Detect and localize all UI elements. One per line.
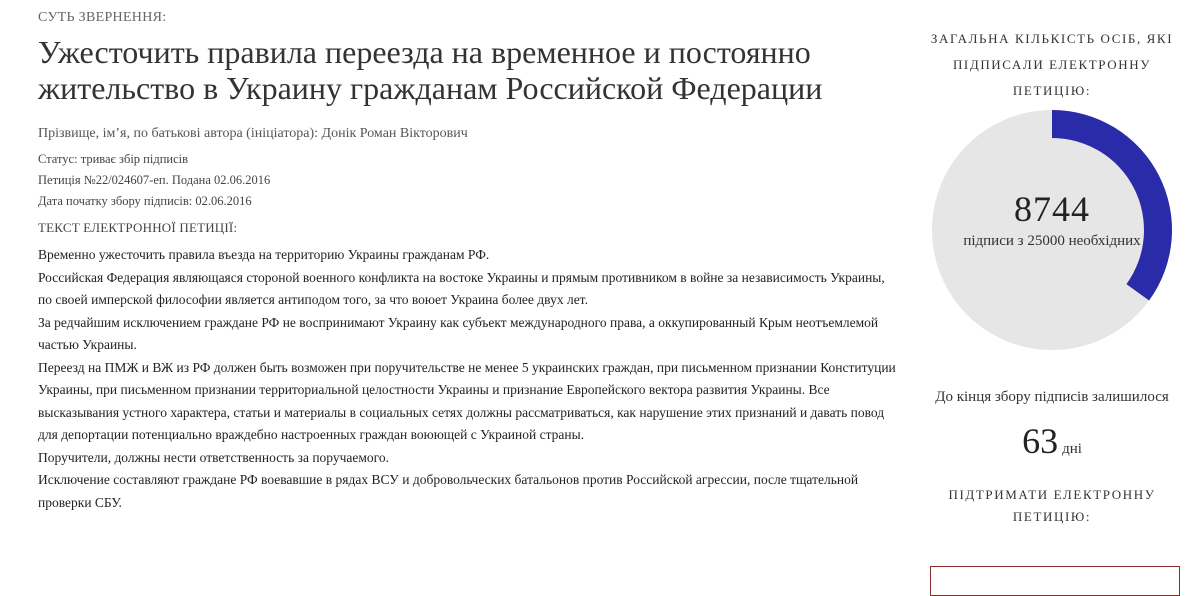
petition-title: Ужесточить правила переезда на временное и постоянно жительство в Украину гражданам Российской Федерации [38, 34, 823, 106]
petition-paragraph: Исключение составляют граждане РФ воевавшие в рядах ВСУ и добровольческих батальонов против Российской агрессии, после тщательной проверки СБУ. [38, 472, 859, 510]
signature-progress-chart [932, 110, 1172, 350]
petition-paragraph: За редчайшим исключением граждане РФ не воспринимают Украину как субъект международного права, а оккупированный Крым неотъемлемой частью Украины. [38, 314, 879, 352]
author-line: Прізвище, ім’я, по батькові автора (ініціатора): Донік Роман Вікторович [38, 126, 468, 141]
support-button[interactable] [930, 566, 1180, 596]
days-remaining [922, 420, 1182, 462]
petition-paragraph: Временно ужесточить правила въезда на территорию Украины гражданам РФ. [38, 247, 490, 262]
status-line: Статус: триває збір підписів [38, 152, 189, 166]
days-number: 63 [1022, 421, 1059, 461]
days-unit: дні [1062, 441, 1082, 457]
support-heading: ПІДТРИМАТИ ЕЛЕКТРОННУ ПЕТИЦІЮ: [948, 487, 1156, 524]
petition-meta [38, 126, 898, 212]
start-date: Дата початку збору підписів: 02.06.2016 [38, 194, 252, 208]
petition-main [38, 10, 898, 514]
signatures-heading: ЗАГАЛЬНА КІЛЬКІСТЬ ОСІБ, ЯКІ ПІДПИСАЛИ ЕЛЕКТРОННУ ПЕТИЦІЮ: [930, 31, 1174, 98]
remaining-label: До кінця збору підписів залишилося [935, 389, 1169, 405]
petition-paragraph: Российская Федерация являющаяся стороной военного конфликта на востоке Украины и прямым противником в войне за независимость Украины, по своей имперской философии является антиподом того, за что воюет Украина более двух лет. [38, 269, 885, 307]
signature-count: 8744 [1014, 189, 1090, 229]
petition-number: Петиція №22/024607-еп. Подана 02.06.2016 [38, 173, 271, 187]
petition-text-label: ТЕКСТ ЕЛЕКТРОННОЇ ПЕТИЦІЇ: [38, 220, 238, 235]
signature-target: підписи з 25000 необхідних [963, 233, 1141, 249]
petition-paragraph: Переезд на ПМЖ и ВЖ из РФ должен быть возможен при поручительстве не менее 5 украинских граждан, при письменном признании Конституции Украины, при письменном признании территориальной целостности Украины и признание Европейского вектора развития Украины. Все высказывания устного характера, статьи и материалы в социальных сетях должны рассматриваться, как нарушение этих признаний и давать повод для депортации потенциально враждебно настроенных граждан воюющей с Украиной страны. [38, 359, 896, 442]
petition-text [38, 244, 898, 514]
section-label: СУТЬ ЗВЕРНЕННЯ: [38, 10, 167, 25]
signature-sidebar [922, 26, 1182, 528]
petition-paragraph: Поручители, должны нести ответственность за поручаемого. [38, 449, 390, 465]
